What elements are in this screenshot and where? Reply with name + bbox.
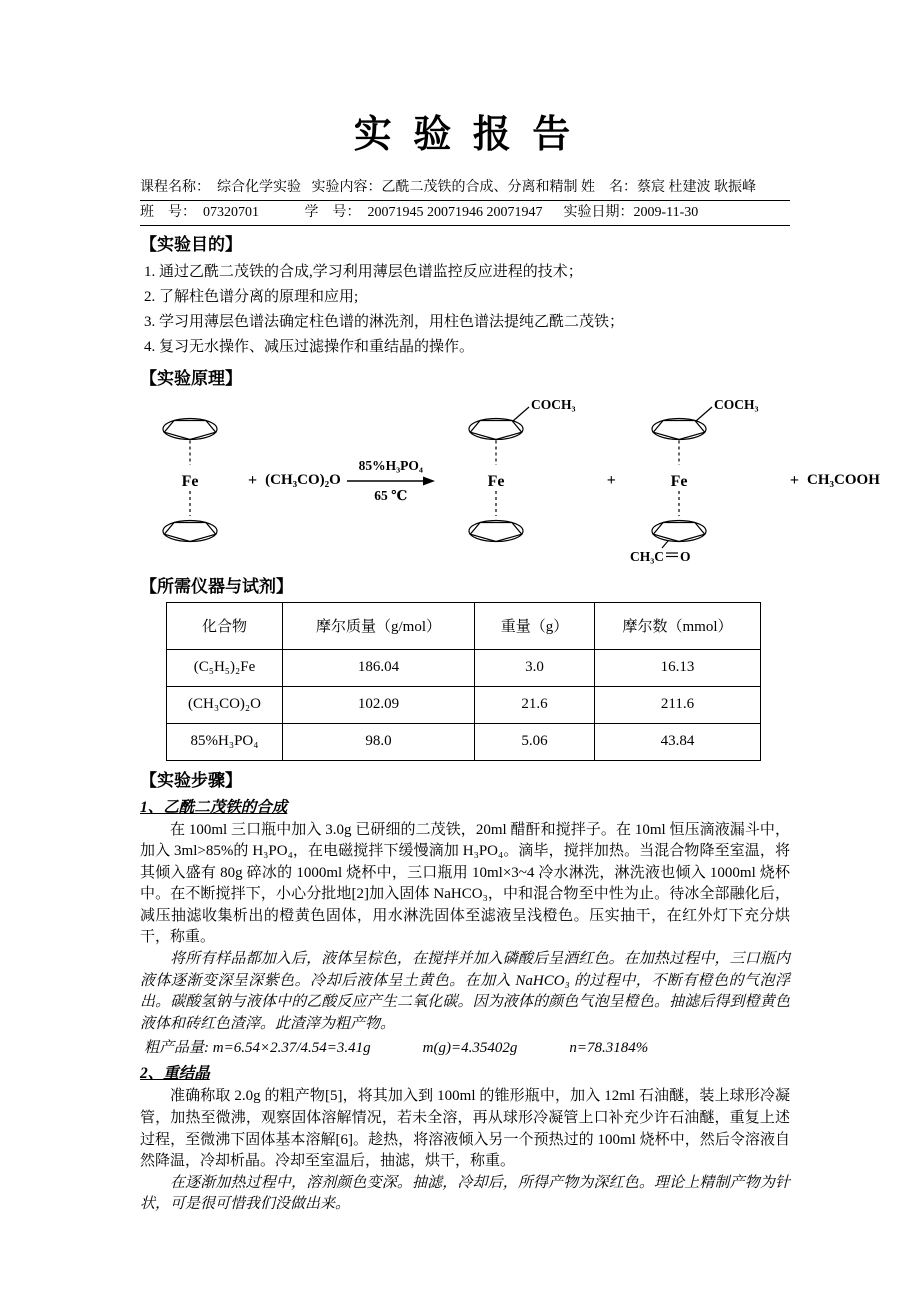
purpose-item: 1. 通过乙酰二茂铁的合成,学习利用薄层色谱监控反应进程的技术；: [144, 263, 583, 280]
purpose-list: [140, 260, 790, 360]
table-header-row: [167, 602, 761, 649]
condition-bottom: 65 ℃: [374, 487, 408, 503]
section-heading-reagents: 【所需仪器与试剂】: [140, 576, 293, 596]
purpose-item: 3. 学习用薄层色谱法确定柱色谱的淋洗剂，用柱色谱法提纯乙酰二茂铁；: [144, 313, 625, 330]
table-cell-weight: 5.06: [475, 723, 595, 760]
anhydride-formula: (CH₃CO)₂O: [265, 472, 341, 488]
table-cell-molar-mass: 102.09: [283, 686, 475, 723]
table-header-moles: 摩尔数（mmol）: [595, 602, 761, 649]
fe-label: Fe: [181, 472, 199, 490]
reaction-arrow: [347, 458, 435, 504]
yield-line: [140, 1035, 790, 1061]
table-header-molar-mass: 摩尔质量（g/mol）: [283, 602, 475, 649]
table-row: [167, 686, 761, 723]
table-cell-weight: 21.6: [475, 686, 595, 723]
step1-title: 1、乙酰二茂铁的合成: [140, 798, 288, 816]
acetyl-bottom-label: CH₃C: [629, 548, 664, 564]
plus-sign: +: [789, 471, 800, 489]
purpose-item: 2. 了解柱色谱分离的原理和应用;: [144, 288, 359, 305]
table-cell-moles: 43.84: [595, 723, 761, 760]
section-heading-purpose: 【实验目的】: [140, 234, 242, 254]
acetyl-label: COCH₃: [713, 396, 759, 412]
yield-percent: n=78.3184%: [569, 1040, 649, 1057]
header-line-1: 课程名称： 综合化学实验 实验内容：乙酰二茂铁的合成、分离和精制 姓 名：蔡宸 杜建波 耿振峰: [140, 176, 790, 201]
table-cell-molar-mass: 186.04: [283, 649, 475, 686]
acetyl-bottom-oxygen-label: O: [679, 548, 691, 564]
header-line-2: 班 号： 07320701 学 号： 20071945 20071946 20071947 实验日期：2009-11-30: [140, 201, 790, 226]
table-cell-moles: 16.13: [595, 649, 761, 686]
acetyl-label: COCH₃: [530, 396, 576, 412]
table-cell-compound: (CH₃CO)₂O: [167, 686, 283, 723]
section-heading-principle: 【实验原理】: [140, 368, 242, 388]
condition-top: 85%H₃PO₄: [358, 457, 423, 473]
step1-paragraph: 在 100ml 三口瓶中加入 3.0g 已研细的二茂铁，20ml 醋酐和搅拌子。在 10ml 恒压滴液漏斗中，加入 3ml>85%的 H₃PO₄，在电磁搅拌下缓慢滴加 H₃PO₄。滴毕，搅拌加热。当混合物降至室温，将其倾入盛有 80g 碎冰的 1000ml 烧杯中，三口瓶用 10ml×3~4 冷水淋洗，淋洗液也倾入 1000ml 烧杯中。在不断搅拌下，小心分批地[2]加入固体 NaHCO₃，中和混合物至中性为止。待冰全部融化后，减压抽滤收集析出的橙黄色固体，用水淋洗固体至滤液呈浅橙色。压实抽干，在红外灯下充分烘干，称重。: [140, 821, 790, 946]
acetylferrocene-structure: [441, 395, 599, 567]
acetic-acid-formula: CH₃COOH: [807, 472, 880, 488]
section-heading-steps: 【实验步骤】: [140, 770, 242, 790]
table-row: [167, 649, 761, 686]
table-cell-compound: (C₅H₅)₂Fe: [167, 649, 283, 686]
plus-sign: +: [606, 471, 616, 489]
table-row: [167, 723, 761, 760]
report-title: 实 验 报 告: [353, 114, 577, 156]
diacetylferrocene-structure: [624, 395, 782, 567]
reaction-scheme: [140, 394, 880, 568]
fe-label: Fe: [487, 472, 505, 490]
step2-paragraph: 准确称取 2.0g 的粗产物[5]，将其加入到 100ml 的锥形瓶中，加入 12ml 石油醚，装上球形冷凝管，加热至微沸，观察固体溶解情况，若未全溶，再从球形冷凝管上口补充少许石油醚，重复上述过程，至微沸下固体基本溶解[6]。趁热，将溶液倾入另一个预热过的 100ml 烧杯中，然后令溶液自然降温，冷却析晶。冷却至室温后，抽滤，烘干，称重。: [140, 1088, 790, 1170]
step1-observation: 将所有样品都加入后，液体呈棕色，在搅拌并加入磷酸后呈酒红色。在加热过程中，三口瓶内液体逐渐变深呈深紫色。冷却后液体呈土黄色。在加入 NaHCO₃ 的过程中，不断有橙色的气泡浮出。碳酸氢钠与液体中的乙酸反应产生二氧化碳。因为液体的颜色气泡呈橙色。抽滤后得到橙黄色液体和砖红色渣滓。此渣滓为粗产物。: [140, 951, 790, 1032]
table-cell-compound: 85%H₃PO₄: [167, 723, 283, 760]
reagents-table: [166, 602, 761, 761]
table-cell-moles: 211.6: [595, 686, 761, 723]
step2-observation: 在逐渐加热过程中，溶剂颜色变深。抽滤，冷却后，所得产物为深红色。理论上精制产物为针状，可是很可惜我们没做出来。: [140, 1174, 790, 1213]
table-cell-weight: 3.0: [475, 649, 595, 686]
plus-sign: +: [248, 471, 258, 489]
yield-label: 粗产品量: m=6.54×2.37/4.54=3.41g: [144, 1040, 371, 1057]
table-header-compound: 化合物: [167, 602, 283, 649]
purpose-item: 4. 复习无水操作、减压过滤操作和重结晶的操作。: [144, 338, 475, 355]
arrow-icon: [347, 475, 435, 487]
ferrocene-structure: [140, 395, 240, 567]
yield-mass: m(g)=4.35402g: [422, 1040, 518, 1057]
step2-title: 2、重结晶: [140, 1065, 210, 1083]
table-cell-molar-mass: 98.0: [283, 723, 475, 760]
fe-label: Fe: [670, 472, 688, 490]
table-header-weight: 重量（g）: [475, 602, 595, 649]
